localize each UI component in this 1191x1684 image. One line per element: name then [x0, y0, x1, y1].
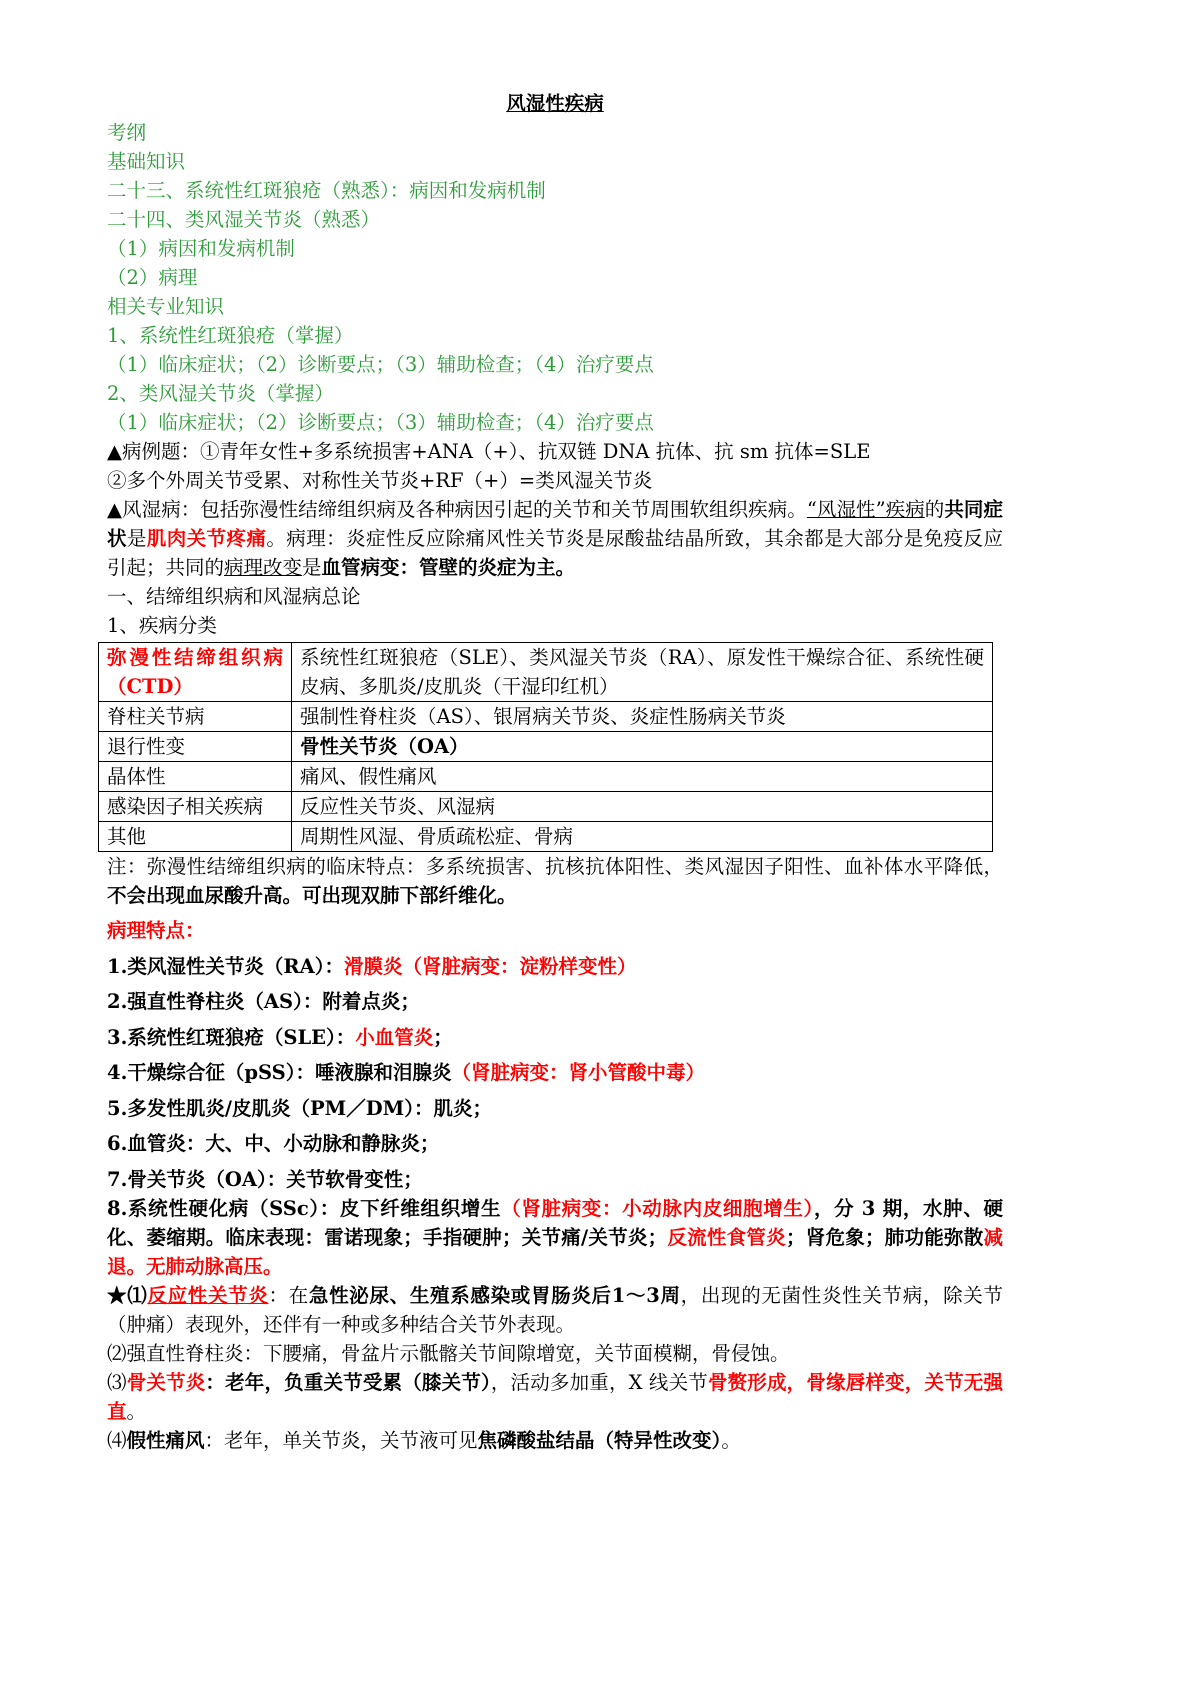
- key-point-text: ，出现的无菌性炎性关节病，除关节（肿痛）表现外，还伴有一种或多种结合关节外表现。: [107, 1284, 1003, 1336]
- pathology-item-label: 8.系统性硬化病（SSc）：皮下纤维组织增生: [107, 1197, 502, 1220]
- rheumatism-intro: ▲风湿病：包括弥漫性结缔组织病及各种病因引起的关节和关节周围软组织疾病。: [107, 498, 807, 521]
- pathology-item-highlight: （肾脏病变：肾小管酸中毒）: [451, 1061, 705, 1084]
- key-point-emphasis: ：老年，负重关节受累（膝关节）: [205, 1371, 491, 1394]
- pathology-item: [107, 1055, 1003, 1091]
- table-row: [99, 731, 993, 761]
- basic-knowledge-item: 二十四、类风湿关节炎（熟悉）: [107, 208, 381, 231]
- rheumatic-disease-term: “风湿性”疾病: [806, 498, 925, 521]
- diseases-cell: 强制性脊柱炎（AS）、银屑病关节炎、炎症性肠病关节炎: [292, 701, 993, 731]
- pathology-item: [107, 984, 1003, 1020]
- classification-heading: 1、疾病分类: [107, 614, 217, 637]
- note-text: 注：弥漫性结缔组织病的临床特点：多系统损害、抗核抗体阳性、类风湿因子阳性、血补体水平降低，: [107, 854, 1003, 878]
- pathology-item-highlight: 滑膜炎（肾脏病变：淀粉样变性）: [343, 954, 637, 978]
- key-point-disease-name: 假性痛风: [126, 1429, 205, 1452]
- category-cell: 感染因子相关疾病: [99, 791, 292, 821]
- key-point-highlight: 骨赘形成，骨缘唇样变，关节无强直: [107, 1371, 1003, 1423]
- related-knowledge-heading: 相关专业知识: [107, 295, 225, 318]
- syllabus-section: [107, 118, 1003, 437]
- pathology-item: [107, 1126, 1003, 1162]
- basic-knowledge-heading: 基础知识: [107, 150, 186, 173]
- common-symptom-label: 共同症状: [107, 498, 1003, 550]
- pathology-item-label: 6.血管炎：大、中、小动脉和静脉炎；: [107, 1132, 440, 1155]
- category-cell: 脊柱关节病: [99, 701, 292, 731]
- table-row: [99, 791, 993, 821]
- key-point-ankylosing-spondylitis: [107, 1339, 1003, 1368]
- overview-heading: 一、结缔组织病和风湿病总论: [107, 585, 361, 608]
- key-point-disease-name: 骨关节炎: [126, 1371, 206, 1394]
- document-title: 风湿性疾病: [506, 92, 604, 115]
- key-point-end: 。: [721, 1429, 741, 1452]
- key-point-text: 强直性脊柱炎：下腰痛，骨盆片示骶髂关节间隙增宽，关节面模糊，骨侵蚀。: [126, 1342, 790, 1365]
- pathology-item-label: 5.多发性肌炎/皮肌炎（PM／DM）：肌炎；: [107, 1096, 492, 1120]
- pathology-item-text: ，分 3 期，水肿、硬化、萎缩期。临床表现：雷诺现象；手指硬肿；关节痛/关节炎；: [107, 1197, 1003, 1249]
- diseases-cell: 周期性风湿、骨质疏松症、骨病: [292, 821, 993, 851]
- related-knowledge-item: （1）临床症状；（2）诊断要点；（3）辅助检查；（4）治疗要点: [107, 353, 654, 376]
- pathology-item-end: ；: [433, 1025, 453, 1049]
- case-question-line: ▲病例题：①青年女性+多系统损害+ANA（+）、抗双链 DNA 抗体、抗 sm 抗体=SLE: [107, 440, 871, 463]
- rheumatism-definition: [107, 495, 1003, 582]
- key-point-marker: ★⑴: [107, 1284, 148, 1307]
- related-knowledge-item: 2、类风湿关节炎（掌握）: [107, 382, 334, 405]
- pathology-description: 。病理：炎症性反应除痛风性关节炎是尿酸盐结晶所致，其余都是大部分是免疫反应引起；共同的: [107, 527, 1003, 579]
- connector-text: 的: [924, 498, 945, 521]
- table-row: [99, 642, 993, 701]
- pathology-item: [107, 949, 1003, 985]
- case-question-line: ②多个外周关节受累、对称性关节炎+RF（+）=类风湿关节炎: [107, 469, 653, 492]
- key-point-marker: ⑵: [107, 1342, 127, 1365]
- diseases-cell: 痛风、假性痛风: [292, 761, 993, 791]
- note-emphasis: 不会出现血尿酸升高。可出现双肺下部纤维化。: [107, 883, 517, 907]
- pathology-item: [107, 1194, 1003, 1281]
- connector-text: 是: [302, 556, 322, 579]
- key-point-marker: ⑷: [107, 1429, 127, 1452]
- diseases-cell: 系统性红斑狼疮（SLE）、类风湿关节炎（RA）、原发性干燥综合征、系统性硬皮病、多肌炎/皮肌炎（干湿印红机）: [292, 642, 993, 701]
- pathology-heading: 病理特点：: [107, 919, 205, 942]
- table-row: [99, 821, 993, 851]
- key-point-text: ：在: [268, 1284, 309, 1307]
- connector-text: 是: [126, 527, 147, 550]
- pathology-item-label: 3.系统性红斑狼疮（SLE）：: [107, 1025, 356, 1049]
- basic-knowledge-item: （1）病因和发病机制: [107, 237, 295, 260]
- key-point-end: 。: [126, 1400, 147, 1423]
- basic-knowledge-item: 二十三、系统性红斑狼疮（熟悉）：病因和发病机制: [107, 179, 546, 202]
- key-point-emphasis: 焦磷酸盐结晶（特异性改变）: [477, 1429, 722, 1452]
- pathology-item: [107, 1091, 1003, 1127]
- basic-knowledge-item: （2）病理: [107, 266, 198, 289]
- pathology-item-highlight: 反流性食管炎: [667, 1226, 786, 1249]
- clinical-note: [107, 852, 1003, 910]
- pathology-item-highlight: 减退。无肺动脉高压。: [107, 1226, 1003, 1278]
- category-cell: 弥漫性结缔组织病（CTD）: [99, 642, 292, 701]
- pathology-item-label: 7.骨关节炎（OA）：关节软骨变性；: [107, 1167, 423, 1191]
- pathology-item-label: 4.干燥综合征（pSS）：唾液腺和泪腺炎: [107, 1061, 452, 1084]
- related-knowledge-item: （1）临床症状；（2）诊断要点；（3）辅助检查；（4）治疗要点: [107, 411, 654, 434]
- key-point-text: ，活动多加重，X 线关节: [490, 1371, 708, 1394]
- document-body: [107, 89, 1003, 1455]
- disease-classification-table: [98, 642, 993, 852]
- key-point-text: ：老年，单关节炎，关节液可见: [204, 1429, 478, 1452]
- category-cell: 晶体性: [99, 761, 292, 791]
- pathology-item-text: ；肾危象；肺功能弥散: [785, 1226, 984, 1249]
- pathology-item: [107, 1020, 1003, 1056]
- diseases-cell: 反应性关节炎、风湿病: [292, 791, 993, 821]
- diseases-cell: 骨性关节炎（OA）: [292, 731, 993, 761]
- table-row: [99, 701, 993, 731]
- pathology-item: [107, 1162, 1003, 1198]
- pathology-summary: 血管病变：管壁的炎症为主。: [321, 556, 576, 579]
- pathology-item-highlight: 小血管炎: [355, 1025, 434, 1049]
- key-point-marker: ⑶: [107, 1371, 127, 1394]
- common-symptom: 肌肉关节疼痛: [146, 527, 267, 550]
- key-point-emphasis: 急性泌尿、生殖系感染或胃肠炎后1～3周: [308, 1284, 681, 1307]
- key-point-pseudogout: [107, 1426, 1003, 1455]
- key-point-reactive-arthritis: [107, 1281, 1003, 1339]
- category-cell: 其他: [99, 821, 292, 851]
- category-cell: 退行性变: [99, 731, 292, 761]
- pathology-item-label: 2.强直性脊柱炎（AS）：附着点炎；: [107, 990, 420, 1013]
- pathology-item-label: 1.类风湿性关节炎（RA）：: [107, 954, 344, 978]
- syllabus-heading: 考纲: [107, 121, 147, 144]
- key-point-disease-name: 反应性关节炎: [147, 1284, 269, 1307]
- pathology-item-highlight: （肾脏病变：小动脉内皮细胞增生）: [501, 1197, 814, 1220]
- key-point-osteoarthritis: [107, 1368, 1003, 1426]
- pathology-change-term: 病理改变: [224, 556, 303, 579]
- related-knowledge-item: 1、系统性红斑狼疮（掌握）: [107, 324, 354, 347]
- table-row: [99, 761, 993, 791]
